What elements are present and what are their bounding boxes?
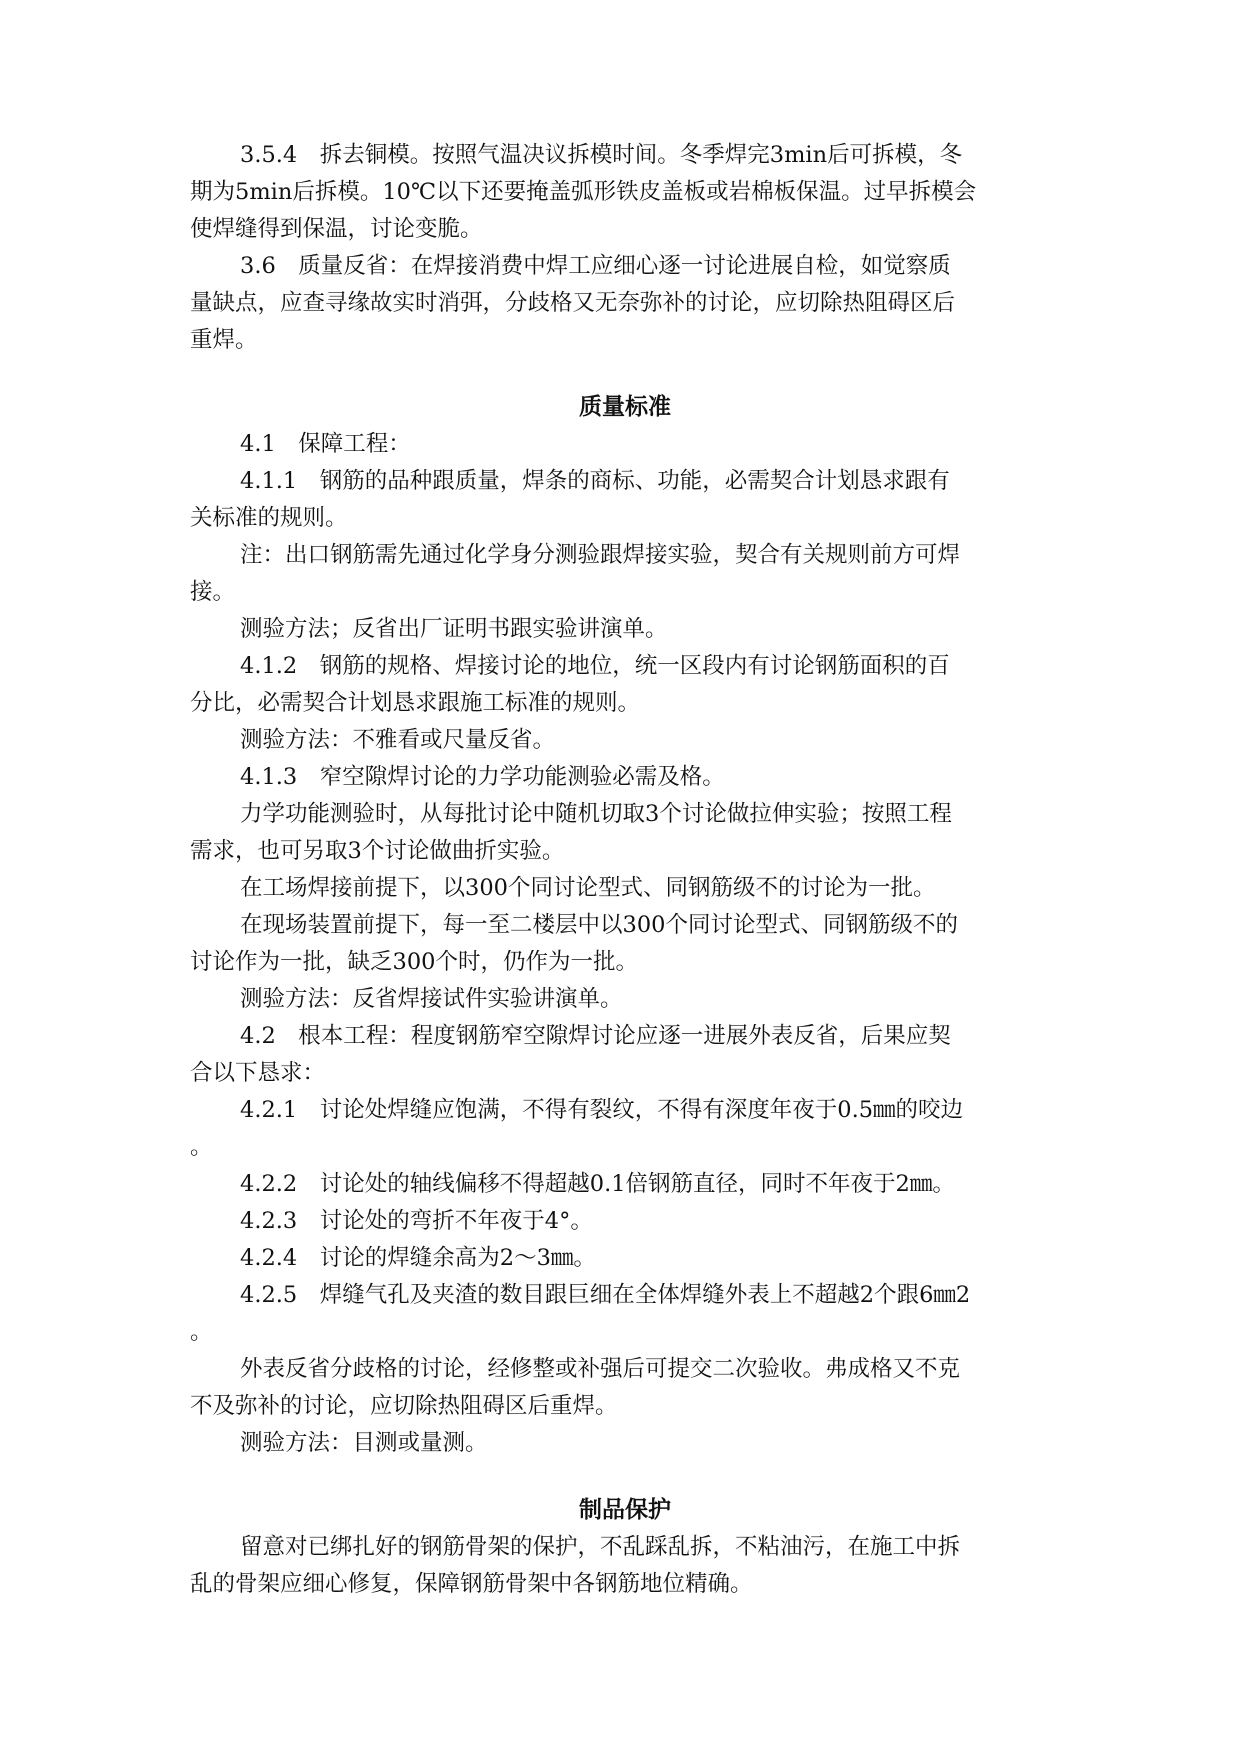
para-354-line2: 期为5min后拆模。10℃以下还要掩盖弧形铁皮盖板或岩棉板保温。过早拆模会	[190, 179, 977, 205]
item-4-2-5-line2: 。	[190, 1319, 213, 1345]
item-4-1: 4.1 保障工程：	[240, 431, 411, 457]
item-4-2-1-line2: 。	[190, 1134, 213, 1160]
para-36-line3: 重焊。	[190, 327, 258, 353]
para-354-line3: 使焊缝得到保温，讨论变脆。	[190, 216, 483, 242]
item-4-1-2-line2: 分比，必需契合计划恳求跟施工标准的规则。	[190, 690, 641, 716]
test-method-3: 测验方法：反省焊接试件实验讲演单。	[240, 986, 623, 1012]
site-condition-line1: 在现场装置前提下，每一至二楼层中以300个同讨论型式、同钢筋级不的	[240, 912, 958, 938]
heading-quality-standard: 质量标准	[579, 394, 671, 420]
item-4-2-1-line1: 4.2.1 讨论处焊缝应饱满，不得有裂纹，不得有深度年夜于0.5㎜的咬边	[240, 1097, 964, 1123]
para-36-line1: 3.6 质量反省：在焊接消费中焊工应细心逐一讨论进展自检，如觉察质	[240, 253, 951, 279]
item-4-1-1-line1: 4.1.1 钢筋的品种跟质量，焊条的商标、功能，必需契合计划恳求跟有	[240, 468, 950, 494]
factory-condition: 在工场焊接前提下，以300个同讨论型式、同钢筋级不的讨论为一批。	[240, 875, 936, 901]
item-4-2-line1: 4.2 根本工程：程度钢筋窄空隙焊讨论应逐一进展外表反省，后果应契	[240, 1023, 951, 1049]
test-method-4: 测验方法：目测或量测。	[240, 1430, 488, 1456]
item-4-2-line2: 合以下恳求：	[190, 1060, 326, 1086]
para-354-line1: 3.5.4 拆去铜模。按照气温决议拆模时间。冬季焊完3min后可拆模，冬	[240, 142, 963, 168]
item-4-1-1-line2: 关标准的规则。	[190, 505, 348, 531]
test-method-2: 测验方法：不雅看或尺量反省。	[240, 727, 556, 753]
protection-line1: 留意对已绑扎好的钢筋骨架的保护，不乱踩乱拆，不粘油污，在施工中拆	[240, 1534, 961, 1560]
mechanical-test-line1: 力学功能测验时，从每批讨论中随机切取3个讨论做拉伸实验；按照工程	[240, 801, 952, 827]
heading-product-protection: 制品保护	[579, 1497, 671, 1523]
item-4-2-5-line1: 4.2.5 焊缝气孔及夹渣的数目跟巨细在全体焊缝外表上不超越2个跟6㎜2	[240, 1282, 971, 1308]
item-4-1-2-line1: 4.1.2 钢筋的规格、焊接讨论的地位，统一区段内有讨论钢筋面积的百	[240, 653, 950, 679]
para-36-line2: 量缺点，应查寻缘故实时消弭，分歧格又无奈弥补的讨论，应切除热阻碍区后	[190, 290, 956, 316]
surface-inspection-line1: 外表反省分歧格的讨论，经修整或补强后可提交二次验收。弗成格又不克	[240, 1356, 961, 1382]
test-method-1: 测验方法；反省出厂证明书跟实验讲演单。	[240, 616, 668, 642]
item-4-2-2: 4.2.2 讨论处的轴线偏移不得超越0.1倍钢筋直径，同时不年夜于2㎜。	[240, 1171, 955, 1197]
site-condition-line2: 讨论作为一批，缺乏300个时，仍作为一批。	[190, 949, 638, 975]
item-4-2-4: 4.2.4 讨论的焊缝余高为2～3㎜。	[240, 1245, 596, 1271]
item-4-1-3: 4.1.3 窄空隙焊讨论的力学功能测验必需及格。	[240, 764, 725, 790]
protection-line2: 乱的骨架应细心修复，保障钢筋骨架中各钢筋地位精确。	[190, 1571, 753, 1597]
note-line1: 注：出口钢筋需先通过化学身分测验跟焊接实验，契合有关规则前方可焊	[240, 542, 961, 568]
note-line2: 接。	[190, 579, 236, 605]
item-4-2-3: 4.2.3 讨论处的弯折不年夜于4°。	[240, 1208, 593, 1234]
surface-inspection-line2: 不及弥补的讨论，应切除热阻碍区后重焊。	[190, 1393, 618, 1419]
mechanical-test-line2: 需求，也可另取3个讨论做曲折实验。	[190, 838, 565, 864]
